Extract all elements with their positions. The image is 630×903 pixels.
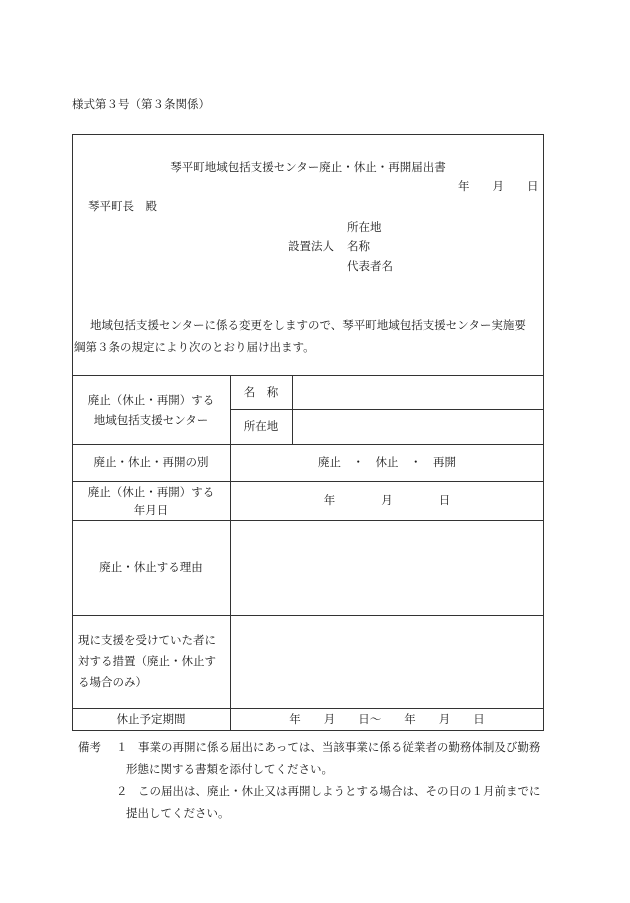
period-value[interactable]: 年 月 日〜 年 月 日 <box>289 712 485 727</box>
name-label: 名 称 <box>243 384 279 399</box>
applicant-label: 設置法人 <box>288 239 334 253</box>
measures-label-line-3: る場合のみ） <box>78 675 147 689</box>
measures-label-cell <box>78 615 228 708</box>
statement-line-2: 綱第３条の規定により次のとおり届け出ます。 <box>74 340 315 354</box>
measures-label-line-1: 現に支援を受けていた者に <box>78 633 216 647</box>
name-value-field[interactable] <box>292 375 544 409</box>
location-value-field[interactable] <box>292 409 544 444</box>
date-label-line-1: 廃止（休止・再開）する <box>87 484 215 499</box>
applicant-name: 名称 <box>347 239 370 253</box>
measures-field[interactable] <box>230 615 544 708</box>
note-1-line-2: 形態に関する書類を添付してください。 <box>126 762 333 776</box>
measures-label-line-2: 対する措置（廃止・休止す <box>78 654 216 668</box>
center-label-line-1: 廃止（休止・再開）する <box>87 392 215 407</box>
notes-heading: 備考 <box>78 740 101 754</box>
form-title: 琴平町地域包括支援センター廃止・休止・再開届出書 <box>170 160 446 174</box>
form-number: 様式第３号（第３条関係） <box>72 97 210 111</box>
applicant-representative: 代表者名 <box>347 259 393 273</box>
date-label-cell <box>72 481 230 520</box>
reason-field[interactable] <box>230 520 544 615</box>
reason-label: 廃止・休止する理由 <box>99 560 203 575</box>
note-2-number: ２ <box>116 784 128 798</box>
center-label-line-2: 地域包括支援センター <box>93 412 209 427</box>
note-2-line-2: 提出してください。 <box>126 806 230 820</box>
type-label: 廃止・休止・再開の別 <box>93 455 209 470</box>
center-label-cell <box>72 375 230 444</box>
note-1-number: １ <box>116 740 128 754</box>
note-1-line-1: 事業の再開に係る届出にあっては、当該事業に係る従業者の勤務体制及び勤務 <box>138 740 541 754</box>
date-line: 年 月 日 <box>458 179 539 193</box>
statement-line-1: 地域包括支援センターに係る変更をしますので、琴平町地域包括支援センター実施要 <box>90 318 526 332</box>
date-label-line-2: 年月日 <box>133 502 169 517</box>
location-label: 所在地 <box>243 419 279 434</box>
date-value[interactable]: 年 月 日 <box>323 493 451 508</box>
note-2-line-1: この届出は、廃止・休止又は再開しようとする場合は、その日の１月前までに <box>138 784 541 798</box>
period-label: 休止予定期間 <box>116 712 186 727</box>
applicant-location: 所在地 <box>347 220 382 234</box>
type-options[interactable]: 廃止 ・ 休止 ・ 再開 <box>318 455 456 470</box>
addressee: 琴平町長 殿 <box>88 199 157 213</box>
